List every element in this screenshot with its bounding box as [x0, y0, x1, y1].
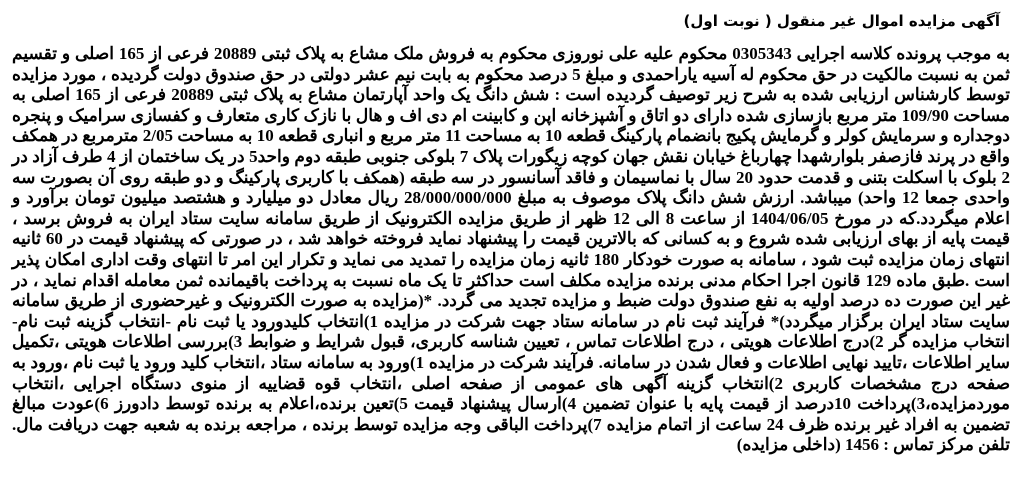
notice-title: آگهی مزایده اموال غیر منقول ( نوبت اول) — [683, 12, 1000, 30]
notice-body-text: به موجب پرونده کلاسه اجرایی 0305343 محکوم علیه علی نوروزی محکوم به فروش ملک مشاع به پلاک ثبتی 20889 فرعی از 165 اصلی و تقسیم ثمن به نسبت مالکیت در حق محکوم له آسیه یاراحمدی و مبلغ 5 درصد محکوم به بابت نیم عشر دولتی در حق صندوق دولت گردیده ، مورد مزایده توسط کارشناس ارزیابی شده به شرح زیر توصیف گردیده است : شش دانگ یک واحد آپارتمان مشاع به پلاک ثبتی 20889 فرعی از 165 اصلی به مساحت 109/90 متر مربع بازسازی شده دارای دو اتاق و آشپزخانه اپن و کابینت ام دی اف و هال با نازک کاری متعارف و کفسازی سرامیک و پنجره دوجداره و سرمایش کولر و گرمایش پکیج بانضمام پارکینگ قطعه 10 به مساحت 11 متر مربع و انباری قطعه 10 به مساحت 2/05 مترمربع در همکف واقع در پرند فازصفر بلوارشهدا چهارباغ خیابان نقش جهان کوچه زیگورات پلاک 7 بلوکی جنوبی طبقه دوم واحد5 در یک ساختمان از 4 طرف آزاد در 2 بلوک با اسکلت بتنی و قدمت حدود 20 سال با نماسیمان و فاقد آسانسور در سه طبقه (همکف با کاربری پارکینگ و دو طبقه روی آن بصورت سه واحدی جمعا 12 واحد) میباشد. ارزش شش دانگ پلاک موصوف به مبلغ 28/000/000/000 ریال معادل دو میلیارد و هشتصد میلیون تومان برآورد و اعلام میگردد.که در مورخ 1404/06/05 از ساعت 8 الی 12 ظهر از طریق مزایده الکترونیک از طریق سامانه سایت ستاد ایران به فروش برسد ، قیمت پایه از بهای ارزیابی شده شروع و به کسانی که بالاترین قیمت را پیشنهاد نماید فروخته خواهد شد ، در صورتی که پیشنهاد قیمت در 60 ثانیه انتهای زمان مزایده ثبت شود ، سامانه به صورت خودکار 180 ثانیه زمان مزایده را تمدید می نماید و تکرار این امر تا انتهای وقت اداری امکان پذیر است .طبق ماده 129 قانون اجرا احکام مدنی برنده مزایده مکلف است حداکثر تا یک ماه نسبت به پرداخت باقیمانده ثمن معامله اقدام نماید ، در غیر این صورت ده درصد اولیه به نفع صندوق دولت ضبط و مزایده تجدید می گردد. *(مزایده به صورت الکترونیک و غیرحضوری از طریق سامانه سایت ستاد ایران برگزار میگردد)* فرآیند ثبت نام در سامانه ستاد جهت شرکت در مزایده 1)انتخاب کلیدورود یا ثبت نام -انتخاب گزینه ثبت نام-انتخاب مزایده گر 2)درج اطلاعات هویتی ، درج اطلاعات تماس ، تعیین شناسه کاربری، قبول شرایط و ضوابط 3)بررسی اطلاعات هویتی ،تکمیل سایر اطلاعات ،تایید نهایی اطلاعات و فعال شدن در سامانه. فرآیند شرکت در مزایده 1)ورود به سامانه ستاد ،انتخاب کلید ورود یا ثبت نام ،ورود به صفحه درج مشخصات کاربری 2)انتخاب گزینه آگهی های عمومی از صفحه اصلی ،انتخاب قوه قضاییه از منوی دستگاه اجرایی ،انتخاب موردمزایده،3)پرداخت 10درصد از قیمت پایه با عنوان تضمین 4)ارسال پیشنهاد قیمت 5)تعین برنده،اعلام به برنده توسط دادورز 6)عودت مبالغ تضمین به افراد غیر برنده ظرف 24 ساعت از اتمام مزایده 7)پرداخت الباقی وجه مزایده توسط برنده ، مراجعه برنده به شعبه جهت دریافت مال. تلفن مرکز تماس : 1456 (داخلی مزایده) — [12, 44, 1011, 455]
